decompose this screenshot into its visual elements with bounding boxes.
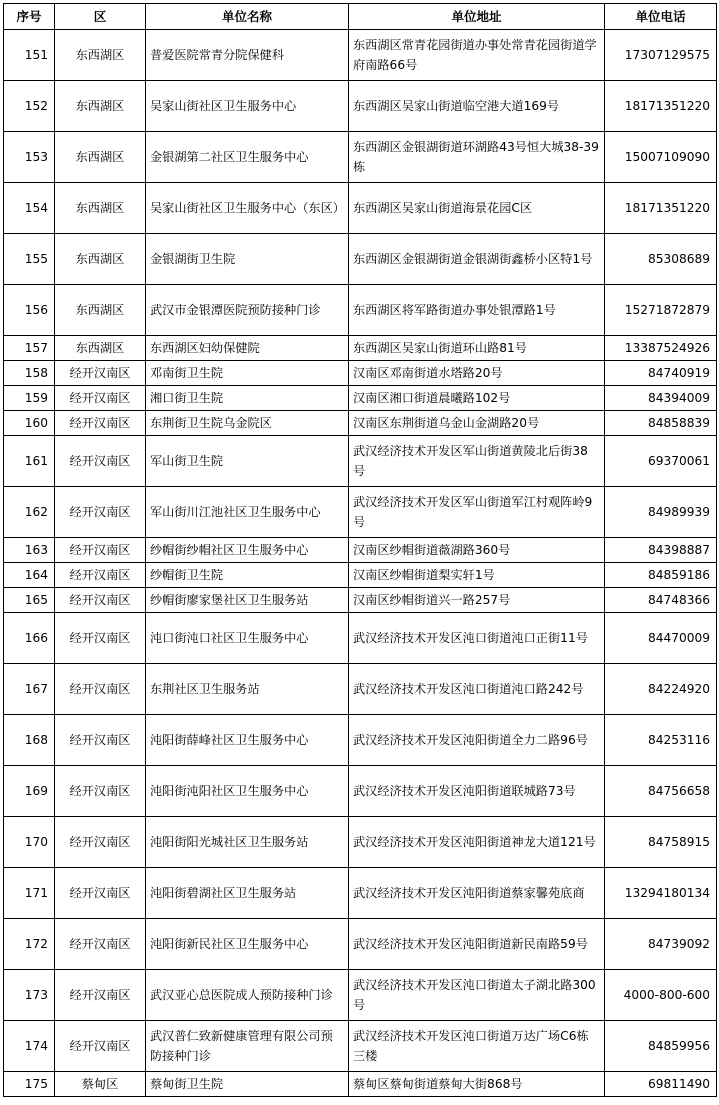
cell-phone: 84989939 <box>605 487 717 538</box>
table-row <box>4 487 717 538</box>
cell-seq: 172 <box>4 919 55 970</box>
cell-phone: 4000-800-600 <box>605 970 717 1021</box>
cell-name: 东荆社区卫生服务站 <box>146 664 349 715</box>
document-page <box>3 3 716 1097</box>
cell-phone: 69811490 <box>605 1072 717 1097</box>
cell-name: 纱帽街廖家堡社区卫生服务站 <box>146 588 349 613</box>
cell-name: 沌阳街薛峰社区卫生服务中心 <box>146 715 349 766</box>
table-header-row <box>4 4 717 30</box>
cell-name: 金银湖街卫生院 <box>146 234 349 285</box>
cell-name: 沌阳街碧湖社区卫生服务站 <box>146 868 349 919</box>
cell-phone: 69370061 <box>605 436 717 487</box>
cell-phone: 84858839 <box>605 411 717 436</box>
table-row <box>4 538 717 563</box>
cell-seq: 168 <box>4 715 55 766</box>
cell-district: 东西湖区 <box>55 30 146 81</box>
cell-seq: 152 <box>4 81 55 132</box>
cell-name: 蔡甸街卫生院 <box>146 1072 349 1097</box>
header-phone: 单位电话 <box>605 4 717 30</box>
cell-seq: 154 <box>4 183 55 234</box>
table-row <box>4 285 717 336</box>
cell-address: 蔡甸区蔡甸街道蔡甸大街868号 <box>349 1072 605 1097</box>
cell-address: 汉南区纱帽街道梨实轩1号 <box>349 563 605 588</box>
cell-name: 沌口街沌口社区卫生服务中心 <box>146 613 349 664</box>
cell-address: 汉南区纱帽街道薇湖路360号 <box>349 538 605 563</box>
cell-district: 经开汉南区 <box>55 613 146 664</box>
cell-district: 经开汉南区 <box>55 436 146 487</box>
table-row <box>4 664 717 715</box>
cell-district: 经开汉南区 <box>55 1021 146 1072</box>
cell-phone: 84740919 <box>605 361 717 386</box>
table-row <box>4 868 717 919</box>
cell-district: 经开汉南区 <box>55 538 146 563</box>
cell-address: 东西湖区金银湖街道环湖路43号恒大城38-39栋 <box>349 132 605 183</box>
cell-name: 武汉普仁致新健康管理有限公司预防接种门诊 <box>146 1021 349 1072</box>
cell-district: 东西湖区 <box>55 132 146 183</box>
cell-phone: 84748366 <box>605 588 717 613</box>
cell-seq: 171 <box>4 868 55 919</box>
table-row <box>4 411 717 436</box>
cell-seq: 158 <box>4 361 55 386</box>
cell-district: 经开汉南区 <box>55 563 146 588</box>
cell-seq: 160 <box>4 411 55 436</box>
cell-name: 吴家山街社区卫生服务中心 <box>146 81 349 132</box>
cell-name: 东荆街卫生院乌金院区 <box>146 411 349 436</box>
cell-address: 武汉经济技术开发区军山街道黄陵北后街38号 <box>349 436 605 487</box>
cell-district: 经开汉南区 <box>55 868 146 919</box>
table-row <box>4 1021 717 1072</box>
cell-address: 东西湖区吴家山街道临空港大道169号 <box>349 81 605 132</box>
cell-address: 武汉经济技术开发区沌阳街道联城路73号 <box>349 766 605 817</box>
cell-address: 武汉经济技术开发区军山街道军江村观阵岭9号 <box>349 487 605 538</box>
cell-phone: 18171351220 <box>605 183 717 234</box>
cell-seq: 151 <box>4 30 55 81</box>
cell-address: 武汉经济技术开发区沌口街道万达广场C6栋三楼 <box>349 1021 605 1072</box>
cell-seq: 159 <box>4 386 55 411</box>
table-row <box>4 766 717 817</box>
cell-district: 经开汉南区 <box>55 386 146 411</box>
cell-phone: 84756658 <box>605 766 717 817</box>
cell-name: 邓南街卫生院 <box>146 361 349 386</box>
cell-district: 经开汉南区 <box>55 588 146 613</box>
cell-district: 经开汉南区 <box>55 411 146 436</box>
cell-phone: 84470009 <box>605 613 717 664</box>
cell-seq: 175 <box>4 1072 55 1097</box>
cell-name: 普爱医院常青分院保健科 <box>146 30 349 81</box>
cell-name: 纱帽街卫生院 <box>146 563 349 588</box>
cell-district: 东西湖区 <box>55 336 146 361</box>
table-row <box>4 563 717 588</box>
cell-address: 汉南区湘口街道晨曦路102号 <box>349 386 605 411</box>
cell-seq: 156 <box>4 285 55 336</box>
cell-address: 东西湖区吴家山街道海景花园C区 <box>349 183 605 234</box>
cell-phone: 84859956 <box>605 1021 717 1072</box>
cell-district: 蔡甸区 <box>55 1072 146 1097</box>
cell-phone: 13387524926 <box>605 336 717 361</box>
cell-seq: 163 <box>4 538 55 563</box>
cell-address: 武汉经济技术开发区沌口街道沌口路242号 <box>349 664 605 715</box>
cell-district: 东西湖区 <box>55 234 146 285</box>
table-row <box>4 817 717 868</box>
cell-name: 武汉亚心总医院成人预防接种门诊 <box>146 970 349 1021</box>
cell-address: 东西湖区将军路街道办事处银潭路1号 <box>349 285 605 336</box>
cell-phone: 15007109090 <box>605 132 717 183</box>
table-row <box>4 919 717 970</box>
cell-seq: 155 <box>4 234 55 285</box>
table-row <box>4 81 717 132</box>
cell-district: 经开汉南区 <box>55 766 146 817</box>
cell-seq: 157 <box>4 336 55 361</box>
table-body <box>4 30 717 1097</box>
cell-address: 武汉经济技术开发区沌口街道沌口正街11号 <box>349 613 605 664</box>
table-row <box>4 234 717 285</box>
cell-address: 武汉经济技术开发区沌阳街道全力二路96号 <box>349 715 605 766</box>
cell-district: 经开汉南区 <box>55 361 146 386</box>
cell-seq: 161 <box>4 436 55 487</box>
cell-seq: 174 <box>4 1021 55 1072</box>
table-row <box>4 336 717 361</box>
cell-district: 经开汉南区 <box>55 919 146 970</box>
cell-phone: 84758915 <box>605 817 717 868</box>
cell-district: 东西湖区 <box>55 183 146 234</box>
table-row <box>4 132 717 183</box>
cell-district: 经开汉南区 <box>55 487 146 538</box>
cell-district: 经开汉南区 <box>55 817 146 868</box>
cell-seq: 162 <box>4 487 55 538</box>
cell-phone: 84253116 <box>605 715 717 766</box>
cell-phone: 85308689 <box>605 234 717 285</box>
cell-name: 沌阳街沌阳社区卫生服务中心 <box>146 766 349 817</box>
cell-name: 金银湖第二社区卫生服务中心 <box>146 132 349 183</box>
cell-name: 东西湖区妇幼保健院 <box>146 336 349 361</box>
header-seq: 序号 <box>4 4 55 30</box>
table-row <box>4 183 717 234</box>
cell-seq: 153 <box>4 132 55 183</box>
cell-seq: 170 <box>4 817 55 868</box>
table-row <box>4 361 717 386</box>
cell-address: 汉南区邓南街道水塔路20号 <box>349 361 605 386</box>
cell-address: 武汉经济技术开发区沌口街道太子湖北路300号 <box>349 970 605 1021</box>
cell-phone: 84859186 <box>605 563 717 588</box>
table-row <box>4 970 717 1021</box>
cell-district: 东西湖区 <box>55 81 146 132</box>
cell-address: 汉南区纱帽街道兴一路257号 <box>349 588 605 613</box>
cell-name: 军山街卫生院 <box>146 436 349 487</box>
cell-seq: 166 <box>4 613 55 664</box>
cell-seq: 169 <box>4 766 55 817</box>
table-row <box>4 1072 717 1097</box>
table-row <box>4 613 717 664</box>
cell-phone: 13294180134 <box>605 868 717 919</box>
cell-address: 武汉经济技术开发区沌阳街道神龙大道121号 <box>349 817 605 868</box>
cell-address: 东西湖区金银湖街道金银湖街鑫桥小区特1号 <box>349 234 605 285</box>
cell-address: 汉南区东荆街道乌金山金湖路20号 <box>349 411 605 436</box>
cell-district: 东西湖区 <box>55 285 146 336</box>
cell-phone: 17307129575 <box>605 30 717 81</box>
cell-name: 湘口街卫生院 <box>146 386 349 411</box>
table-row <box>4 588 717 613</box>
cell-name: 沌阳街阳光城社区卫生服务站 <box>146 817 349 868</box>
cell-name: 武汉市金银潭医院预防接种门诊 <box>146 285 349 336</box>
table-row <box>4 386 717 411</box>
cell-seq: 173 <box>4 970 55 1021</box>
cell-seq: 165 <box>4 588 55 613</box>
cell-district: 经开汉南区 <box>55 970 146 1021</box>
table-row <box>4 715 717 766</box>
cell-phone: 84398887 <box>605 538 717 563</box>
vaccination-clinic-table <box>3 3 717 1097</box>
cell-name: 军山街川江池社区卫生服务中心 <box>146 487 349 538</box>
cell-name: 沌阳街新民社区卫生服务中心 <box>146 919 349 970</box>
cell-name: 吴家山街社区卫生服务中心（东区） <box>146 183 349 234</box>
cell-address: 武汉经济技术开发区沌阳街道蔡家馨苑底商 <box>349 868 605 919</box>
cell-phone: 15271872879 <box>605 285 717 336</box>
cell-phone: 84739092 <box>605 919 717 970</box>
header-district: 区 <box>55 4 146 30</box>
cell-phone: 84394009 <box>605 386 717 411</box>
table-row <box>4 436 717 487</box>
cell-phone: 84224920 <box>605 664 717 715</box>
cell-district: 经开汉南区 <box>55 715 146 766</box>
cell-district: 经开汉南区 <box>55 664 146 715</box>
cell-phone: 18171351220 <box>605 81 717 132</box>
cell-address: 武汉经济技术开发区沌阳街道新民南路59号 <box>349 919 605 970</box>
cell-address: 东西湖区常青花园街道办事处常青花园街道学府南路66号 <box>349 30 605 81</box>
cell-address: 东西湖区吴家山街道环山路81号 <box>349 336 605 361</box>
cell-seq: 164 <box>4 563 55 588</box>
cell-name: 纱帽街纱帽社区卫生服务中心 <box>146 538 349 563</box>
table-row <box>4 30 717 81</box>
cell-seq: 167 <box>4 664 55 715</box>
header-name: 单位名称 <box>146 4 349 30</box>
header-address: 单位地址 <box>349 4 605 30</box>
